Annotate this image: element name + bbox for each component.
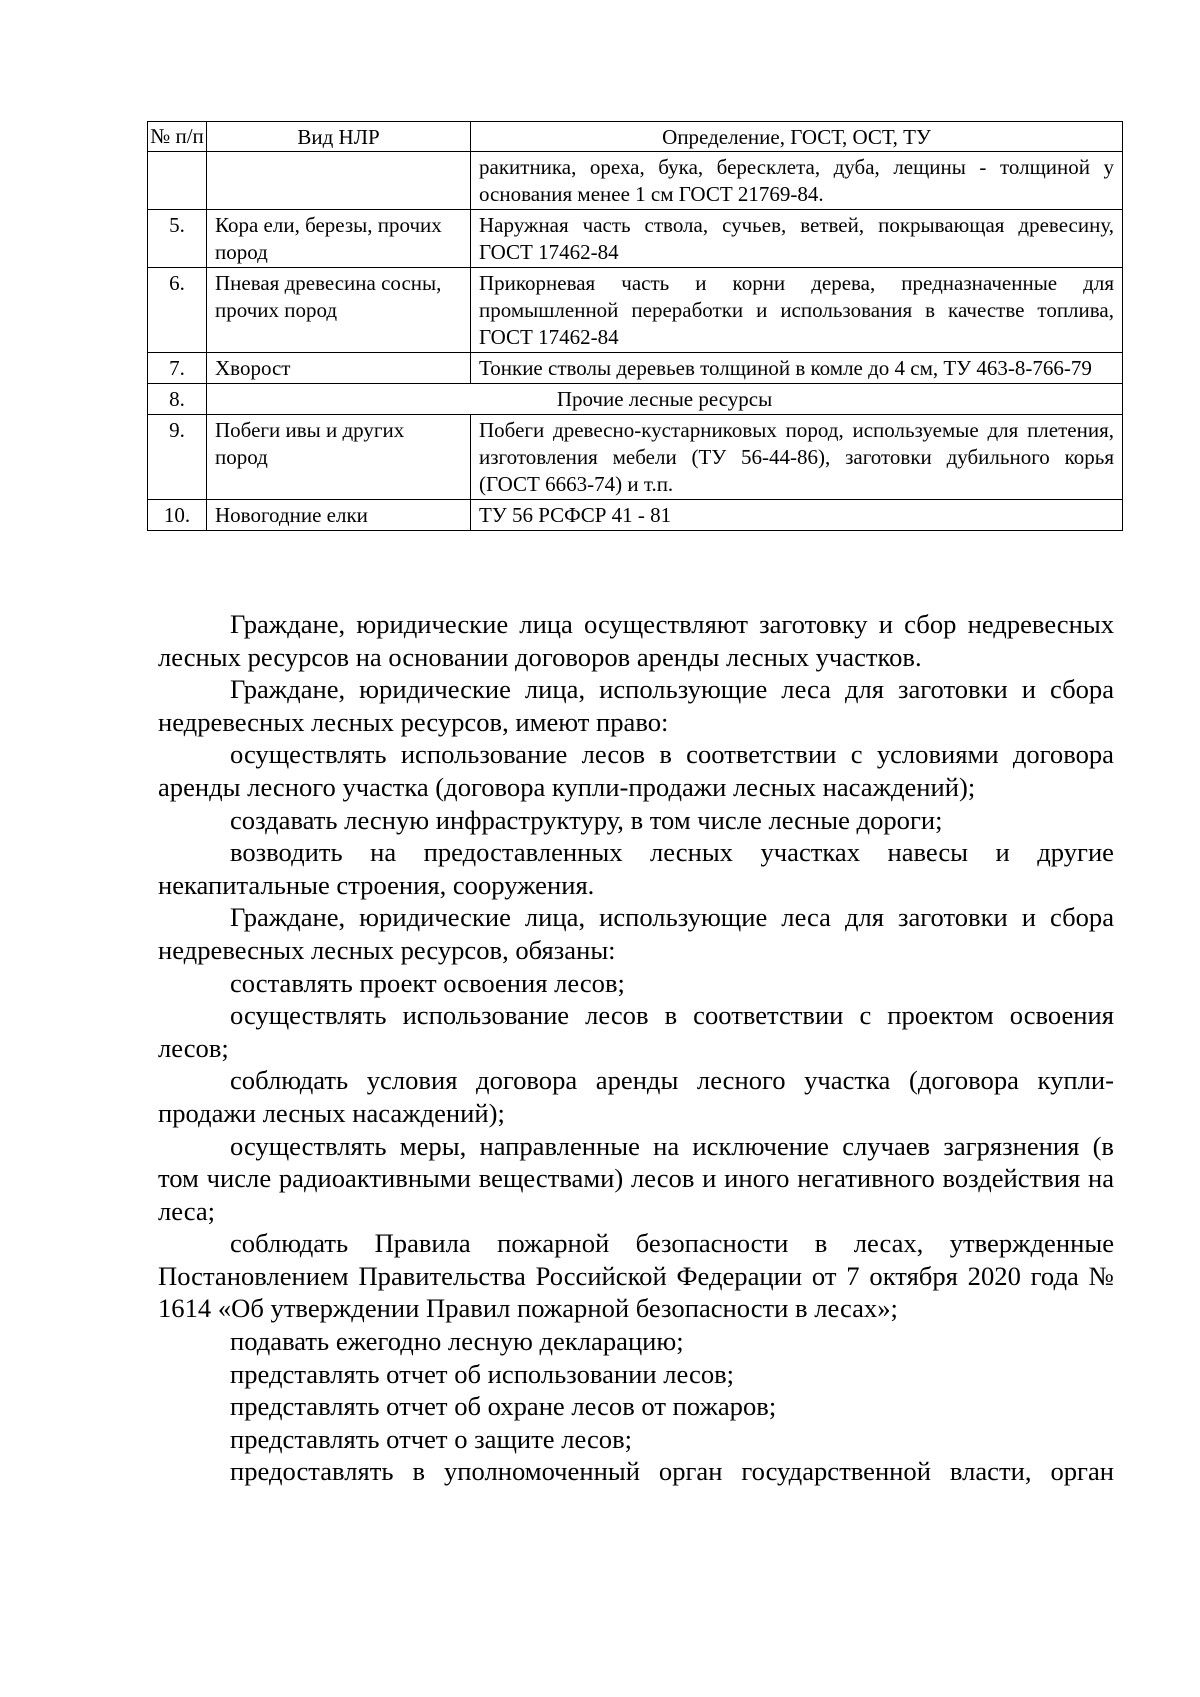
nlr-table: [147, 121, 1123, 531]
paragraph: составлять проект освоения лесов;: [230, 967, 625, 998]
row-num: 8.: [148, 384, 207, 415]
paragraph: предоставлять в уполномоченный орган государственной власти, орган: [230, 1456, 1114, 1487]
header-num: № п/п: [148, 122, 207, 152]
row-merged-section: Прочие лесные ресурсы: [207, 384, 1123, 415]
row-num: 6.: [148, 268, 207, 353]
row-num: 9.: [148, 415, 207, 500]
table-row: [148, 210, 1123, 268]
table-row: [148, 152, 1123, 210]
row-definition: Тонкие стволы деревьев толщиной в комле до 4 см, ТУ 463-8-766-79: [471, 353, 1123, 384]
paragraph: возводить на предоставленных лесных участках навесы и другие некапитальные строения, сооружения.: [158, 837, 1114, 900]
row-num: 10.: [148, 500, 207, 531]
paragraph: Граждане, юридические лица, использующие леса для заготовки и сбора недревесных лесных ресурсов, имеют право:: [158, 674, 1114, 737]
header-type: Вид НЛР: [207, 122, 471, 152]
paragraph: представлять отчет о защите лесов;: [230, 1423, 633, 1454]
paragraph: подавать ежегодно лесную декларацию;: [230, 1326, 684, 1357]
table-row: [148, 353, 1123, 384]
row-definition: ракитника, ореха, бука, бересклета, дуба, лещины - толщиной у основания менее 1 см ГОСТ 21769-84.: [471, 152, 1123, 210]
row-type: Побеги ивы и других пород: [207, 415, 471, 500]
row-num: [148, 152, 207, 210]
row-type: Новогодние елки: [207, 500, 471, 531]
table-row: [148, 384, 1123, 415]
paragraph: соблюдать условия договора аренды лесного участка (договора купли-продажи лесных насаждений);: [158, 1065, 1114, 1128]
table-row: [148, 500, 1123, 531]
paragraph: Граждане, юридические лица осуществляют заготовку и сбор недревесных лесных ресурсов на основании договоров аренды лесных участков.: [158, 609, 1114, 672]
row-definition: ТУ 56 РСФСР 41 - 81: [471, 500, 1123, 531]
paragraph: осуществлять меры, направленные на исключение случаев загрязнения (в том числе радиоактивными веществами) лесов и иного негативного воздействия на леса;: [158, 1130, 1114, 1226]
row-num: 5.: [148, 210, 207, 268]
row-type: Пневая древесина сосны, прочих пород: [207, 268, 471, 353]
paragraph: соблюдать Правила пожарной безопасности в лесах, утвержденные Постановлением Правительства Российской Федерации от 7 октября 2020 года № 1614 «Об утверждении Правил пожарной безопасности в лесах»;: [158, 1228, 1114, 1324]
row-num: 7.: [148, 353, 207, 384]
paragraph: Граждане, юридические лица, использующие леса для заготовки и сбора недревесных лесных ресурсов, обязаны:: [158, 902, 1114, 965]
table-row: [148, 268, 1123, 353]
body-text: [158, 608, 1114, 1488]
table-header-row: [148, 122, 1123, 152]
paragraph: осуществлять использование лесов в соответствии с условиями договора аренды лесного участка (договора купли-продажи лесных насаждений);: [158, 739, 1114, 802]
row-definition: Прикорневая часть и корни дерева, предназначенные для промышленной переработки и использования в качестве топлива, ГОСТ 17462-84: [471, 268, 1123, 353]
row-type: [207, 152, 471, 210]
header-definition: Определение, ГОСТ, ОСТ, ТУ: [471, 122, 1123, 152]
row-definition: Наружная часть ствола, сучьев, ветвей, покрывающая древесину, ГОСТ 17462-84: [471, 210, 1123, 268]
paragraph: создавать лесную инфраструктуру, в том числе лесные дороги;: [230, 804, 943, 835]
row-definition: Побеги древесно-кустарниковых пород, используемые для плетения, изготовления мебели (ТУ 56-44-86), заготовки дубильного корья (ГОСТ 6663-74) и т.п.: [471, 415, 1123, 500]
table-row: [148, 415, 1123, 500]
row-type: Хворост: [207, 353, 471, 384]
row-type: Кора ели, березы, прочих пород: [207, 210, 471, 268]
paragraph: представлять отчет об использовании лесов;: [230, 1358, 735, 1389]
paragraph: осуществлять использование лесов в соответствии с проектом освоения лесов;: [158, 1000, 1114, 1063]
paragraph: представлять отчет об охране лесов от пожаров;: [230, 1391, 777, 1422]
